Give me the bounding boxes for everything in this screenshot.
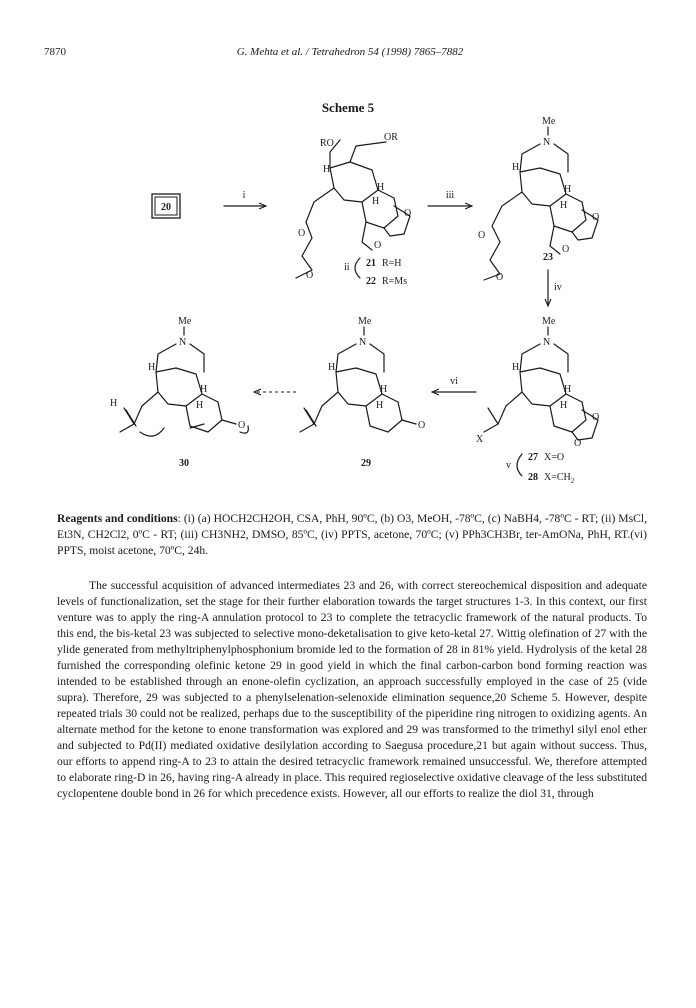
atom-H-23c: H	[560, 200, 568, 211]
atom-O-27a: O	[592, 412, 600, 423]
step-iv-label: iv	[554, 282, 562, 293]
bracket-ii	[355, 258, 360, 278]
body-text	[57, 578, 647, 802]
atom-O-23b: O	[562, 244, 570, 255]
compound-23-structure	[478, 116, 599, 283]
compound-21-label: 21	[366, 258, 376, 269]
atom-H-29b: H	[380, 384, 388, 395]
atom-OR: OR	[384, 132, 398, 143]
compound-30-structure	[110, 316, 248, 436]
atom-H-29c: H	[376, 400, 384, 411]
bracket-v	[517, 454, 522, 476]
compound-27-28-structure	[476, 316, 599, 449]
atom-H-29a: H	[328, 362, 336, 373]
compound-29-label: 29	[361, 458, 371, 469]
atom-Me-29: Me	[358, 316, 372, 327]
atom-X: X	[476, 434, 484, 445]
compound-28-substituent: $X=CH_2$	[544, 472, 575, 485]
atom-O-3: O	[298, 228, 306, 239]
atom-O-29: O	[418, 420, 426, 431]
atom-N-27: N	[543, 337, 551, 348]
body-paragraph: The successful acquisition of advanced intermediates 23 and 26, with correct stereochemical disposition and adequate levels of functionalization, set the stage for their further elaboration towards the target structures 1-3. In this context, our first venture was to apply the ring-A annulation protocol to 23 to complete the tetracyclic framework of the natural products. To this end, the bis-ketal 23 was subjected to selective mono-deketalisation to give keto-ketal 27. Wittig olefination of 27 with the ylide generated from methyltriphenylphosphonium bromide led to the formation of 28 in 81% yield. Hydrolysis of the ketal 28 furnished the corresponding olefinic ketone 29 in good yield in which the final carbon-carbon bond forming reaction was intended to be established through an enone-olefin cyclization, an approach successfully employed in the case of 25 (vide supra). Therefore, 29 was subjected to a phenylselenation-selenoxide elimination sequence,20 Scheme 5. However, despite repeated trials 30 could not be realized, perhaps due to the susceptibility of the piperidine ring nitrogen to oxidizing agents. An alternate method for the ketone to enone transformation was explored and 29 was transformed to the trimethyl silyl enol ether and subjected to Pd(II) mediated oxidative desilylation according to Saegusa procedure,21 but again without success. Thus, our efforts to append ring-A to 23 to attain the desired tetracyclic framework remained unsuccessful. We, therefore attempted to elaborate ring-D in 26, having ring-A already in place. This required regioselective oxidative cleavage of the less substituted cyclopentene double bond in 26 for which precedence exists. However, all our efforts to realize the diol 31, through	[57, 579, 647, 800]
atom-H-27a: H	[512, 362, 520, 373]
compound-27-label: 27	[528, 452, 538, 463]
atom-H-3: H	[372, 196, 380, 207]
atom-H-30a: H	[148, 362, 156, 373]
step-vi-label: vi	[450, 376, 458, 387]
atom-H-30-vinyl: H	[110, 398, 118, 409]
scheme-title: Scheme 5	[321, 100, 375, 115]
atom-O-1: O	[404, 208, 412, 219]
compound-27-substituent: X=O	[544, 452, 565, 463]
running-header	[44, 46, 656, 62]
atom-RO: RO	[320, 138, 334, 149]
atom-O-2: O	[374, 240, 382, 251]
atom-Me-23: Me	[542, 116, 556, 127]
compound-22-substituent: R=Ms	[382, 276, 408, 287]
compound-23-label: 23	[543, 252, 553, 263]
atom-O-4: O	[306, 270, 314, 281]
atom-H-23b: H	[564, 184, 572, 195]
atom-H-30b: H	[200, 384, 208, 395]
reagents-and-conditions	[57, 511, 647, 559]
atom-O-23a: O	[592, 212, 600, 223]
running-title: G. Mehta et al. / Tetrahedron 54 (1998) 7865–7882	[236, 46, 464, 58]
atom-H-27b: H	[564, 384, 572, 395]
atom-O-30: O	[238, 420, 246, 431]
atom-N-23: N	[543, 137, 551, 148]
atom-H-30c: H	[196, 400, 204, 411]
compound-29-structure	[300, 316, 425, 432]
atom-H-27c: H	[560, 400, 568, 411]
atom-H-1: H	[323, 164, 331, 175]
compound-20-label: 20	[161, 202, 171, 213]
atom-N-29: N	[359, 337, 367, 348]
step-iii-label: iii	[445, 190, 455, 201]
atom-H-23a: H	[512, 162, 520, 173]
reagents-label: Reagents and conditions	[57, 512, 178, 525]
step-ii-label: ii	[344, 262, 350, 273]
compound-20-box	[152, 194, 180, 218]
step-v-label: v	[506, 460, 511, 471]
atom-N-30: N	[179, 337, 187, 348]
atom-Me-30: Me	[178, 316, 192, 327]
compound-22-label: 22	[366, 276, 376, 287]
step-i-label: i	[242, 190, 246, 201]
atom-O-23d: O	[496, 272, 504, 283]
atom-Me-27: Me	[542, 316, 556, 327]
reaction-scheme	[44, 110, 656, 500]
compound-21-substituent: R=H	[382, 258, 402, 269]
compound-28-label: 28	[528, 472, 538, 483]
reagents-text: : (i) (a) HOCH2CH2OH, CSA, PhH, 90ºC, (b) O3, MeOH, -78ºC, (c) NaBH4, -78ºC - RT; (ii) MsCl, Et3N, CH2Cl2, 0ºC - RT; (iii) CH3NH2, DMSO, 85ºC, (iv) PPTS, acetone, 70ºC; (v) PPh3CH3Br, ter-AmONa, PhH, RT.(vi) PPTS, moist acetone, 70ºC, 24h.	[57, 512, 647, 557]
atom-O-23c: O	[478, 230, 486, 241]
page-number: 7870	[44, 46, 66, 58]
atom-O-27b: O	[574, 438, 582, 449]
atom-H-2: H	[377, 182, 385, 193]
compound-30-label: 30	[179, 458, 189, 469]
